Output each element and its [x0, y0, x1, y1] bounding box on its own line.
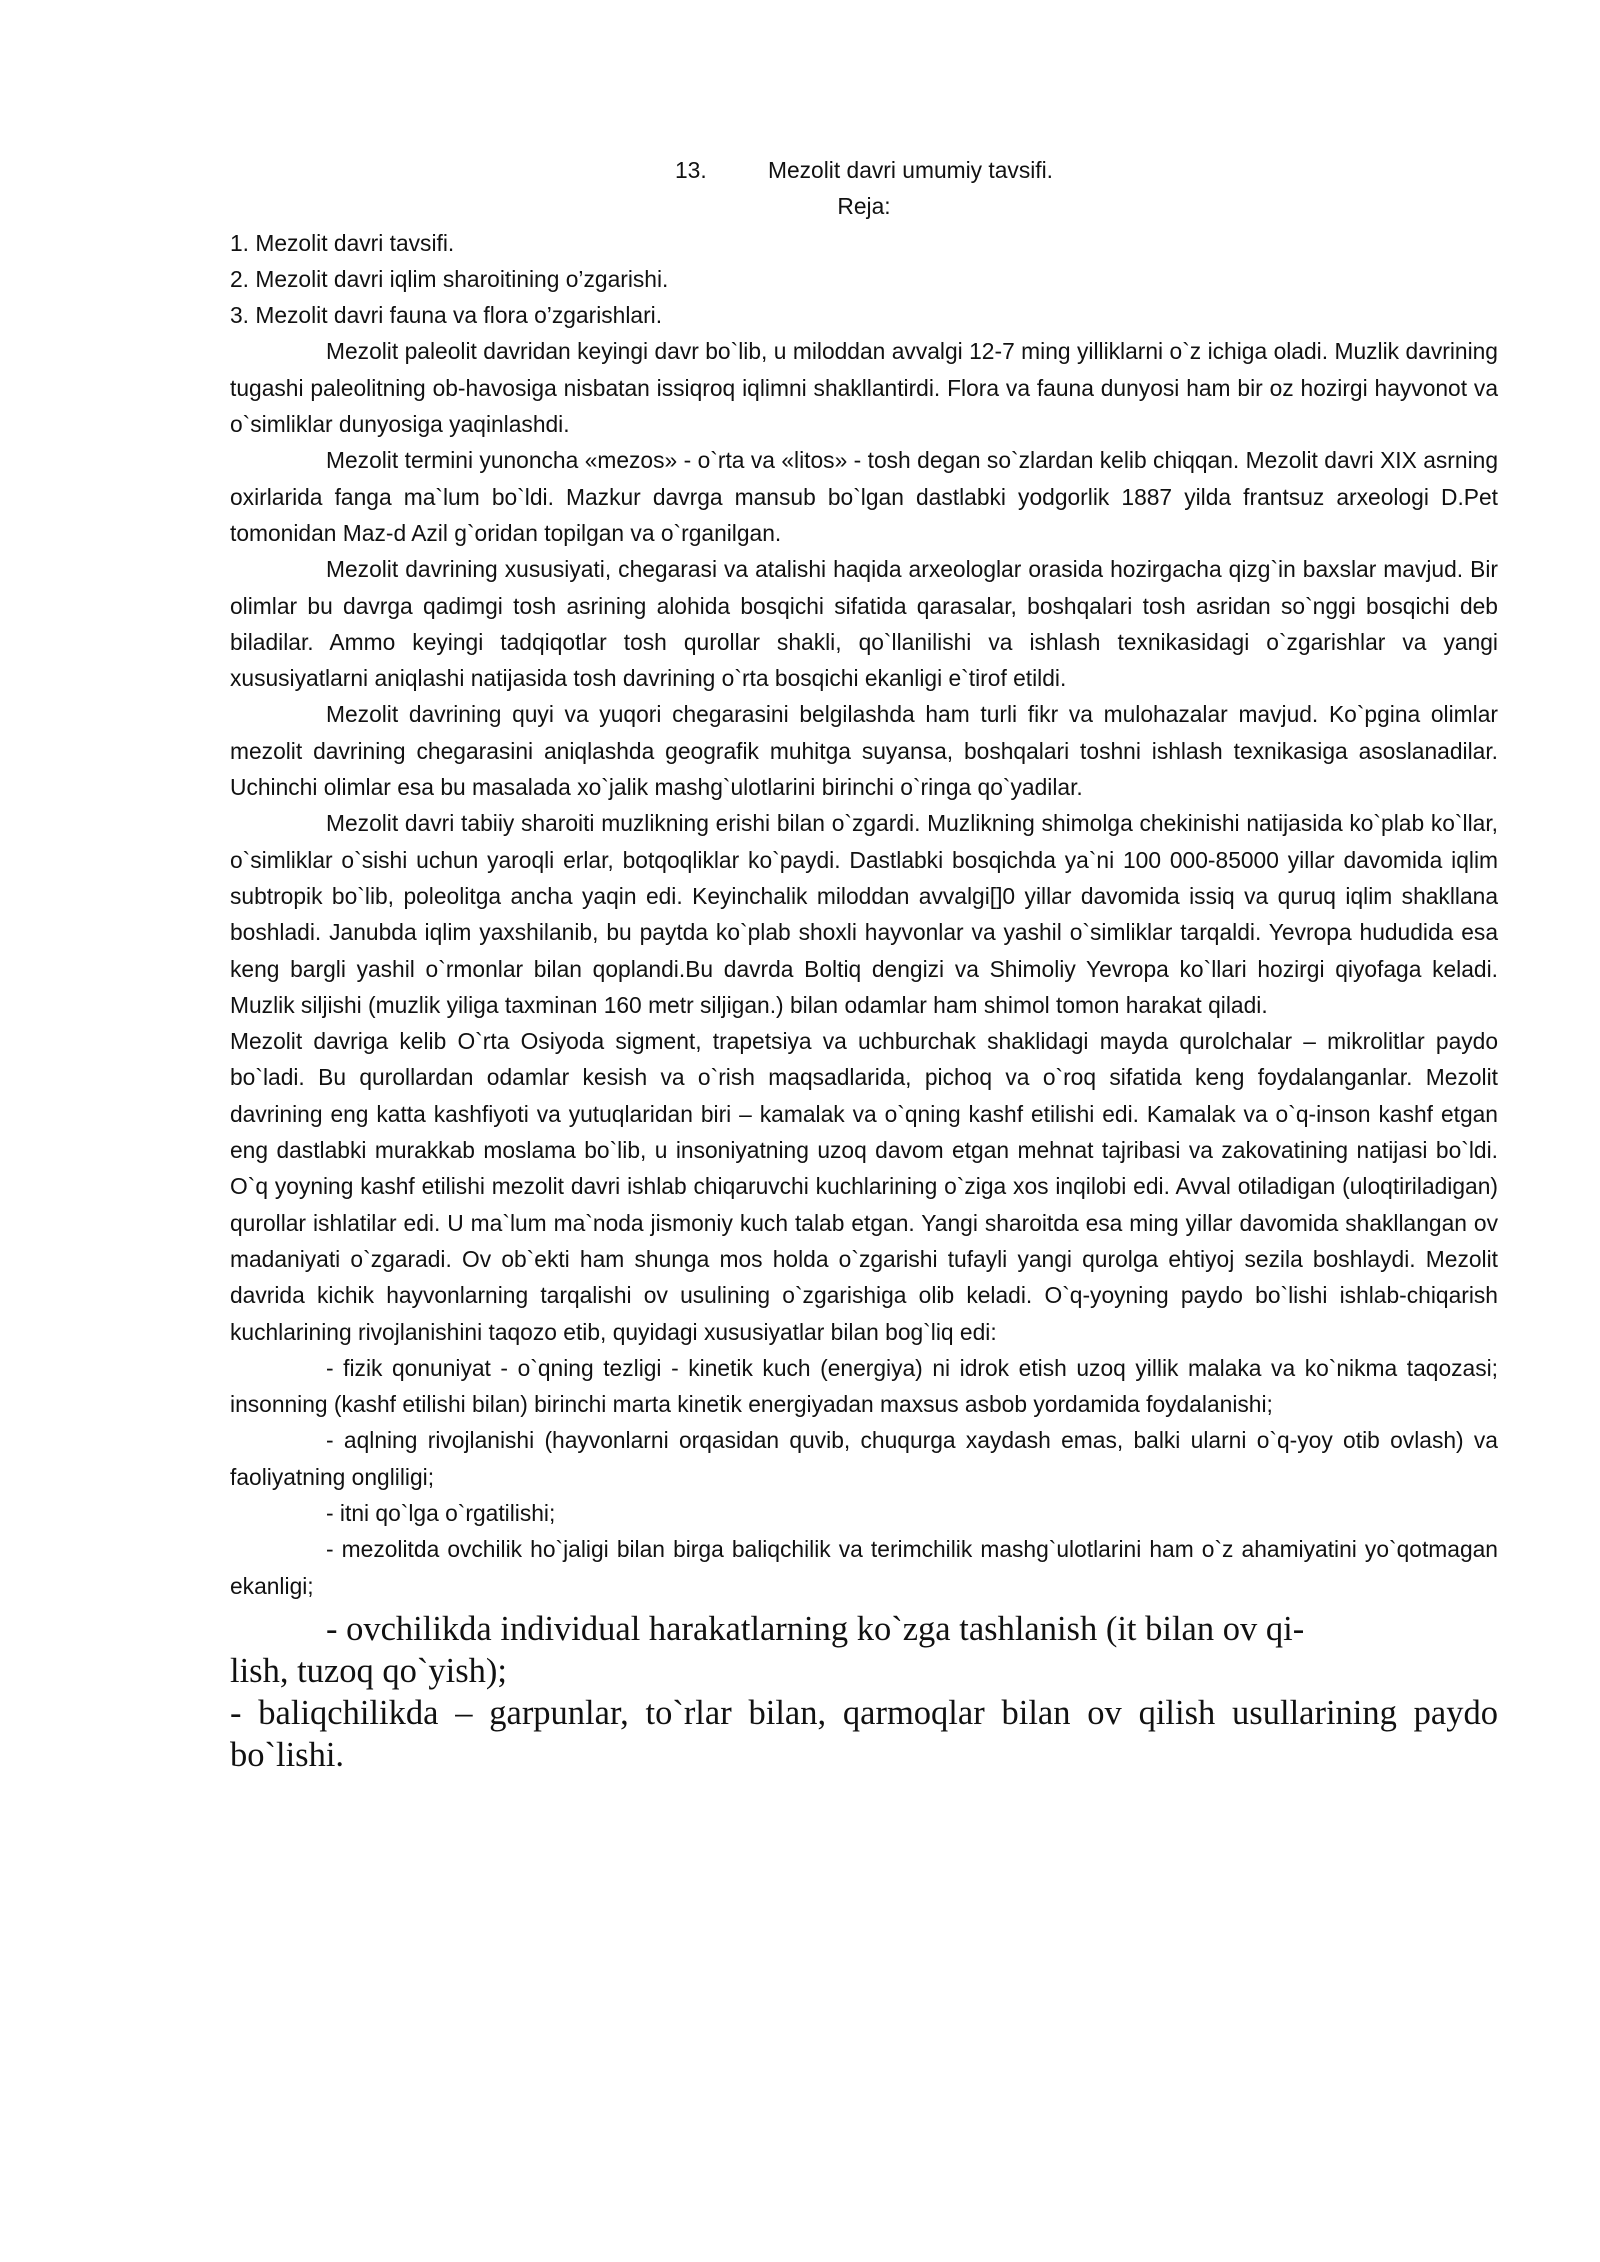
- paragraph-debates: Mezolit davrining xususiyati, chegarasi va atalishi haqida arxeologlar orasida hozirgacha qizg`in baxslar mavjud. Bir olimlar bu davrga qadimgi tosh asrining alohida bosqichi sifatida qarasalar, boshqalari tosh asridan so`nggi bosqichi deb biladilar. Ammo keyingi tadqiqotlar tosh qurollar shakli, qo`llanilishi va ishlash texnikasidagi o`zgarishlar va yangi xususiyatlarni aniqlashi natijasida tosh davrining o`rta bosqichi ekanligi e`tirof etildi.: [230, 556, 1498, 692]
- paragraph-boundaries: Mezolit davrining quyi va yuqori chegarasini belgilashda ham turli fikr va mulohazalar mavjud. Ko`pgina olimlar mezolit davrining chegarasini aniqlashda geografik muhitga suyansa, boshqalari toshni ishlash texnikasiga asoslanadilar. Uchinchi olimlar esa bu masalada xo`jalik mashg`ulotlarini birinchi o`ringa qo`yadilar.: [230, 701, 1498, 801]
- plan-heading: Reja:: [837, 193, 891, 220]
- list-item-fishing-gathering: - mezolitda ovchilik ho`jaligi bilan birga baliqchilik va terimchilik mashg`ulotlarini ham o`z ahamiyatini yo`qotmagan ekanligi;: [230, 1536, 1498, 1599]
- list-item-physics: - fizik qonuniyat - o`qning tezligi - kinetik kuch (energiya) ni idrok etish uzoq yillik malaka va ko`nikma taqozasi; insonning (kashf etilishi bilan) birinchi marta kinetik energiyadan maxsus asbob yordamida foydalanishi;: [230, 1354, 1498, 1418]
- plan-item: 3. Mezolit davri fauna va flora o’zgarishlari.: [230, 302, 663, 329]
- plan-list: [230, 225, 1498, 334]
- serif-line-fishing: - baliqchilikda – garpunlar, to`rlar bilan, qarmoqlar bilan ov qilish usullarining paydo bo`lishi.: [230, 1693, 1498, 1774]
- document-body: [230, 152, 1498, 1776]
- serif-line-hunting-2: lish, tuzoq qo`yish);: [230, 1651, 507, 1690]
- plan-item: 2. Mezolit davri iqlim sharoitining o’zgarishi.: [230, 265, 669, 292]
- title-text: Mezolit davri umumiy tavsifi.: [767, 157, 1054, 183]
- list-item-intellect: - aqlning rivojlanishi (hayvonlarni orqasidan quvib, chuqurga xaydash emas, balki ularni o`q-yoy otib ovlash) va faoliyatning ongliligi;: [230, 1427, 1498, 1490]
- list-item-dog: - itni qo`lga o`rgatilishi;: [326, 1499, 556, 1526]
- paragraph-intro: Mezolit paleolit davridan keyingi davr bo`lib, u miloddan avvalgi 12-7 ming yilliklarni o`z ichiga oladi. Muzlik davrining tugashi paleolitning ob-havosiga nisbatan issiqroq iqlimni shakllantirdi. Flora va fauna dunyosi ham bir oz hozirgi hayvonot va o`simliklar dunyosiga yaqinlashdi.: [230, 338, 1498, 438]
- paragraph-climate: Mezolit davri tabiiy sharoiti muzlikning erishi bilan o`zgardi. Muzlikning shimolga chekinishi natijasida ko`plab ko`llar, o`simliklar o`sishi uchun yaroqli erlar, botqoqliklar ko`paydi. Dastlabki bosqichda ya`ni 100 000-85000 yillar davomida iqlim subtropik bo`lib, poleolitga ancha yaqin edi. Keyinchalik miloddan avvalgi[]0 yillar davomida issiq va quruq iqlim shakllana boshladi. Janubda iqlim yaxshilanib, bu paytda ko`plab shoxli hayvonlar va yashil o`simliklar tarqaldi. Yevropa hududida esa keng bargli yashil o`rmonlar bilan qoplandi.Bu davrda Boltiq dengizi va Shimoliy Yevropa ko`llari hozirgi qiyofaga keladi. Muzlik siljishi (muzlik yiliga taxminan 160 metr siljigan.) bilan odamlar ham shimol tomon harakat qiladi.: [230, 810, 1498, 1018]
- paragraph-microliths: Mezolit davriga kelib O`rta Osiyoda sigment, trapetsiya va uchburchak shaklidagi mayda qurolchalar – mikrolitlar paydo bo`ladi. Bu qurollardan odamlar kesish va o`rish maqsadlarida, pichoq va o`roq sifatida keng foydalanganlar. Mezolit davrining eng katta kashfiyoti va yutuqlaridan biri – kamalak va o`qning kashf etilishi edi. Kamalak va o`q-inson kashf etgan eng dastlabki murakkab moslama bo`lib, u insoniyatning uzoq davom etgan mehnat tajribasi va zakovatining natijasi bo`ldi. O`q yoyning kashf etilishi mezolit davri ishlab chiqaruvchi kuchlarining o`ziga xos inqilobi edi. Avval otiladigan (uloqtiriladigan) qurollar ishlatilar edi. U ma`lum ma`noda jismoniy kuch talab etgan. Yangi sharoitda esa ming yillar davomida shakllangan ov madaniyati o`zgaradi. Ov ob`ekti ham shunga mos holda o`zgarishi tufayli yangi qurolga ehtiyoj sezila boshlaydi. Mezolit davrida kichik hayvonlarning tarqalishi ov usulining o`zgarishiga olib keladi. O`q-yoyning paydo bo`lishi ishlab-chiqarish kuchlarining rivojlanishini taqozo etib, quyidagi xususiyatlar bilan bog`liq edi:: [230, 1028, 1498, 1345]
- plan-item: 1. Mezolit davri tavsifi.: [230, 229, 455, 256]
- title-number: 13.: [674, 157, 707, 183]
- paragraph-term-origin: Mezolit termini yunoncha «mezos» - o`rta va «litos» - tosh degan so`zlardan kelib chiqqan. Mezolit davri XIX asrning oxirlarida fanga ma`lum bo`ldi. Mazkur davrga mansub bo`lgan dastlabki yodgorlik 1887 yilda frantsuz arxeologi D.Pet tomonidan Maz-d Azil g`oridan topilgan va o`rganilgan.: [230, 447, 1498, 546]
- serif-line-hunting-1: - ovchilikda individual harakatlarning ko`zga tashlanish (it bilan ov qi-: [326, 1609, 1305, 1648]
- document-title: [230, 152, 1498, 188]
- serif-section: [230, 1608, 1498, 1776]
